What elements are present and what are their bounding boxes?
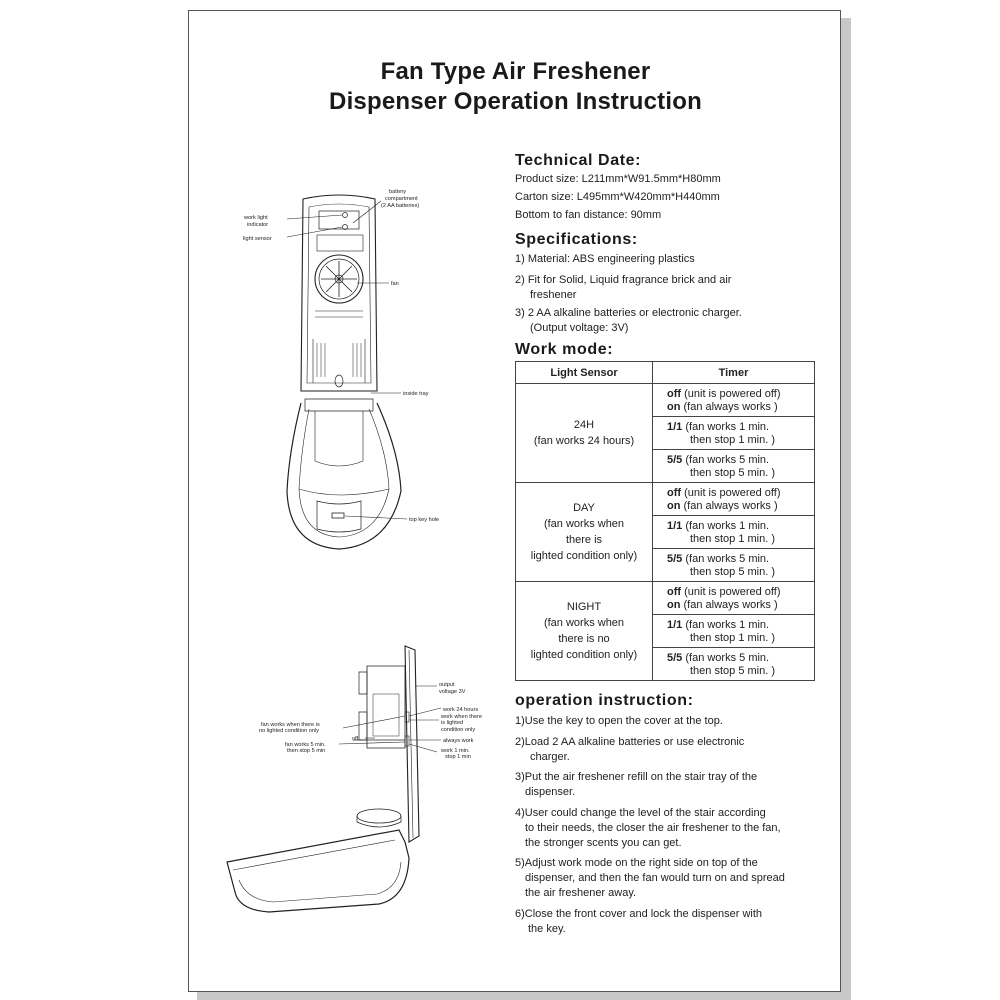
technical-heading: Technical Date: (515, 152, 642, 169)
step-5-cont: dispenser, and then the fan would turn on and spread (525, 872, 785, 884)
col-timer: Timer (653, 362, 815, 384)
timer-text: (unit is powered off) (681, 486, 781, 499)
timer-text: (fan works 5 min. (682, 552, 770, 565)
timer-text: (fan works 5 min. (682, 453, 770, 466)
mode-24h (516, 384, 653, 483)
timer-text: (fan works 5 min. (682, 651, 770, 664)
label-off: off (352, 736, 359, 742)
work-mode-heading: Work mode: (515, 341, 614, 358)
timer-text: then stop 5 min. ) (690, 466, 775, 479)
mode-desc: there is (565, 534, 603, 546)
operation-heading: operation instruction: (515, 692, 694, 709)
label-light-sensor: light sensor (243, 236, 272, 242)
timer-key: 5/5 (667, 552, 683, 565)
step-4-cont: the stronger scents you can get. (525, 837, 682, 849)
timer-text: (fan works 1 min. (682, 420, 770, 433)
title-line-2: Dispenser Operation Instruction (329, 88, 702, 115)
label-battery: battery (389, 189, 407, 195)
timer-5-5 (653, 648, 815, 681)
mode-desc: lighted condition only) (530, 550, 638, 562)
step-2-cont: charger. (530, 751, 570, 763)
label-output-voltage: voltage 3V (439, 689, 466, 695)
timer-key: off (667, 585, 682, 598)
timer-1-1 (653, 516, 815, 549)
mode-desc: (fan works 24 hours) (533, 435, 635, 447)
mode-desc: (fan works when (543, 518, 625, 530)
mode-desc: (fan works when (543, 617, 625, 629)
timer-text: (fan always works ) (680, 400, 778, 413)
instruction-sheet (188, 10, 841, 992)
mode-name: 24H (573, 419, 595, 431)
step-3-cont: dispenser. (525, 786, 576, 798)
timer-key: off (667, 486, 682, 499)
step-5-cont: the air freshener away. (525, 887, 637, 899)
timer-5-5 (653, 549, 815, 582)
timer-key: off (667, 387, 682, 400)
step-5: 5)Adjust work mode on the right side on top of the (515, 857, 758, 869)
mode-name: NIGHT (566, 601, 602, 613)
step-2: 2)Load 2 AA alkaline batteries or use electronic (515, 736, 745, 748)
label-fan: fan (391, 281, 399, 287)
label-no-light: fan works when there is (261, 722, 320, 728)
label-work-1-min: work 1 min. (441, 748, 470, 754)
timer-key: 1/1 (667, 519, 683, 532)
label-stop-5-min: then stop 5 min (287, 748, 326, 754)
step-4-cont: to their needs, the closer the air freshener to the fan, (525, 822, 781, 834)
label-always-work: always work (443, 738, 474, 744)
timer-1-1 (653, 615, 815, 648)
label-fan-5-min: fan works 5 min. (285, 742, 326, 748)
work-mode-table (515, 361, 815, 681)
timer-text: then stop 1 min. ) (690, 433, 775, 446)
mode-night (516, 582, 653, 681)
timer-key: on (667, 598, 681, 611)
label-stop-1-min: stop 1 min (445, 754, 471, 760)
table-header-row (516, 362, 815, 384)
timer-key: on (667, 499, 681, 512)
page-title (189, 57, 842, 117)
label-work-24: work 24 hours (443, 707, 479, 713)
timer-key: 5/5 (667, 453, 683, 466)
product-size: Product size: L211mm*W91.5mm*H80mm (515, 173, 721, 185)
label-work-light: work light (244, 215, 268, 221)
table-row (516, 384, 815, 417)
label-work-lit: work when there (441, 714, 483, 720)
label-top-key-hole: top key hole (409, 517, 440, 523)
step-4: 4)User could change the level of the stair according (515, 807, 766, 819)
timer-5-5 (653, 450, 815, 483)
carton-size: Carton size: L495mm*W420mm*H440mm (515, 191, 720, 203)
timer-text: then stop 1 min. ) (690, 532, 775, 545)
step-6-cont: the key. (528, 923, 566, 935)
spec-item-3-cont: (Output voltage: 3V) (530, 322, 629, 334)
timer-key: 1/1 (667, 420, 683, 433)
timer-text: (fan always works ) (680, 598, 778, 611)
label-inside-tray: inside tray (403, 391, 429, 397)
spec-item-3: 3) 2 AA alkaline batteries or electronic charger. (515, 307, 742, 319)
spec-item-1: 1) Material: ABS engineering plastics (515, 253, 695, 265)
timer-text: (fan works 1 min. (682, 519, 770, 532)
timer-off-on (653, 483, 815, 516)
timer-1-1 (653, 417, 815, 450)
spec-item-2-cont: freshener (530, 289, 577, 301)
timer-text: (fan works 1 min. (682, 618, 770, 631)
mode-day (516, 483, 653, 582)
col-light-sensor: Light Sensor (516, 362, 653, 384)
specifications-heading: Specifications: (515, 231, 638, 248)
dispenser-front-diagram (229, 171, 479, 571)
timer-key: 1/1 (667, 618, 683, 631)
label-no-light-2: no lighted condition only (259, 728, 320, 734)
timer-text: then stop 5 min. ) (690, 565, 775, 578)
timer-key: on (667, 400, 681, 413)
dispenser-side-diagram (209, 636, 509, 926)
timer-off-on (653, 582, 815, 615)
label-indicator: indicator (247, 222, 269, 228)
label-lighted: is lighted (441, 720, 464, 726)
timer-text: then stop 5 min. ) (690, 664, 775, 677)
step-1: 1)Use the key to open the cover at the top. (515, 715, 723, 727)
mode-desc: there is no (558, 633, 610, 645)
label-battery-compartment: compartment (385, 196, 418, 202)
timer-text: then stop 1 min. ) (690, 631, 775, 644)
label-output: output (439, 682, 455, 688)
mode-desc: lighted condition only) (530, 649, 638, 661)
mode-name: DAY (573, 502, 595, 514)
timer-text: (fan always works ) (680, 499, 778, 512)
timer-text: (unit is powered off) (681, 585, 781, 598)
table-row (516, 483, 815, 516)
step-3: 3)Put the air freshener refill on the stair tray of the (515, 771, 758, 783)
title-line-1: Fan Type Air Freshener (380, 58, 651, 85)
label-battery-aa: (2 AA batteries) (381, 203, 420, 209)
table-row (516, 582, 815, 615)
fan-distance: Bottom to fan distance: 90mm (515, 209, 662, 221)
step-6: 6)Close the front cover and lock the dispenser with (515, 908, 763, 920)
label-condition: condition only (441, 727, 476, 733)
timer-key: 5/5 (667, 651, 683, 664)
timer-text: (unit is powered off) (681, 387, 781, 400)
spec-item-2: 2) Fit for Solid, Liquid fragrance brick and air (515, 274, 732, 286)
timer-off-on (653, 384, 815, 417)
